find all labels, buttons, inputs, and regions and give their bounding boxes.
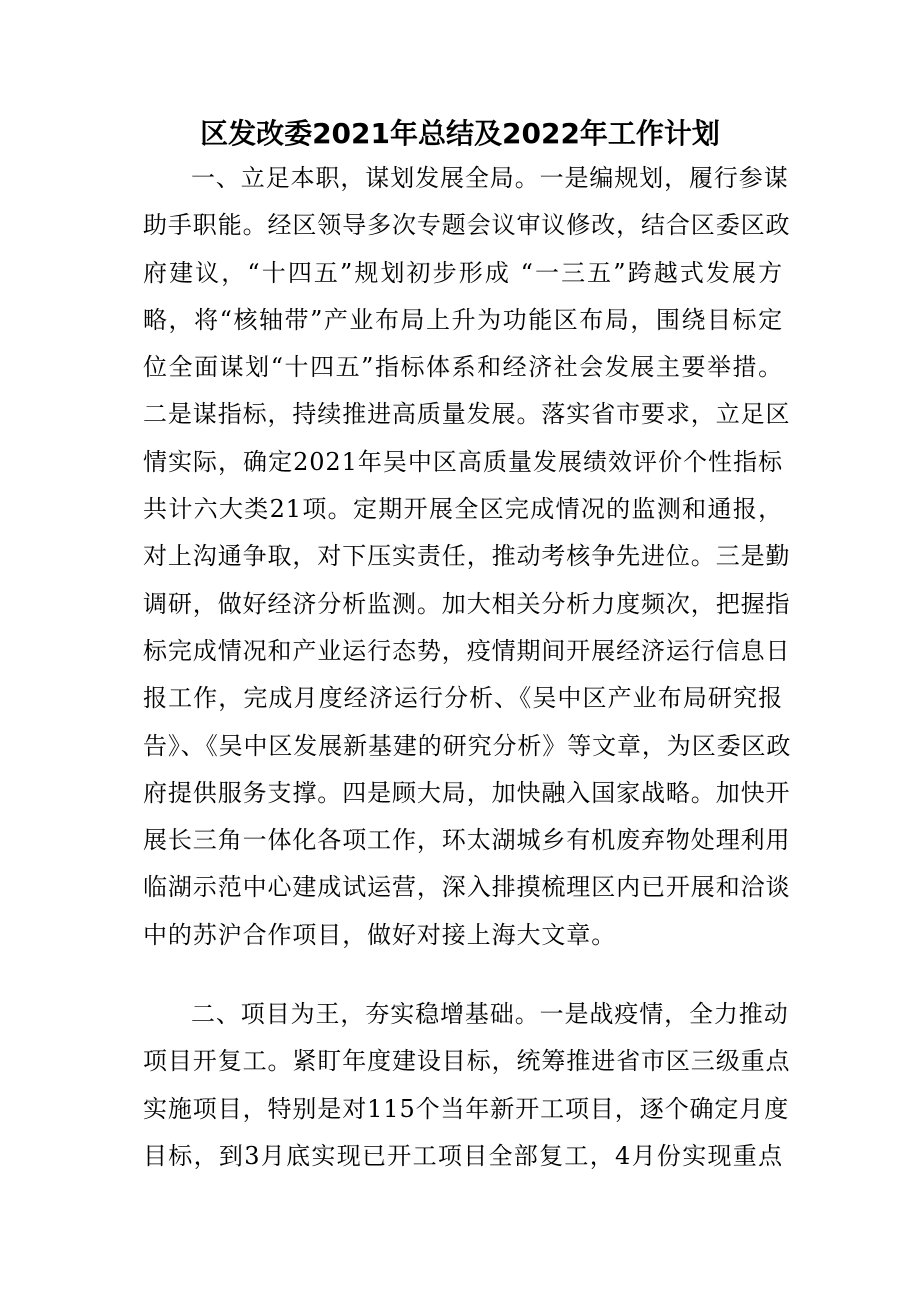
- text-line: 实施项目，特别是对115个当年新开工项目，逐个确定月度: [143, 1094, 790, 1123]
- text-line: 二是谋指标，持续推进高质量发展。落实省市要求，立足区: [143, 400, 791, 429]
- text-line: 助手职能。经区领导多次专题会议审议修改，结合区委区政: [143, 211, 791, 240]
- text-line: 略，将“核轴带”产业布局上升为功能区布局，围绕目标定: [143, 305, 783, 334]
- text-line: 报工作，完成月度经济运行分析、《吴中区产业布局研究报: [143, 684, 783, 713]
- text-line: 共计六大类21项。定期开展全区完成情况的监测和通报，: [143, 495, 783, 524]
- text-line: 调研，做好经济分析监测。加大相关分析力度频次，把握指: [143, 589, 791, 618]
- text-line: 二、项目为王，夯实稳增基础。一是战疫情，全力推动: [191, 1000, 789, 1028]
- text-line: 对上沟通争取，对下压实责任，推动考核争先进位。三是勤: [143, 542, 791, 571]
- text-line: 中的苏沪合作项目，做好对接上海大文章。: [143, 920, 617, 949]
- text-line: 府提供服务支撑。四是顾大局，加快融入国家战略。加快开: [143, 778, 791, 807]
- text-line: 展长三角一体化各项工作，环太湖城乡有机废弃物处理利用: [143, 826, 791, 855]
- text-line: 府建议，“十四五”规划初步形成 “一三五”跨越式发展方: [143, 258, 783, 287]
- text-line: 项目开复工。紧盯年度建设目标，统筹推进省市区三级重点: [143, 1047, 791, 1076]
- text-line: 位全面谋划“十四五”指标体系和经济社会发展主要举措。: [143, 353, 783, 382]
- text-line: 情实际，确定2021年吴中区高质量发展绩效评价个性指标: [143, 447, 783, 476]
- paragraph-1: [143, 155, 792, 959]
- text-line: 告》、《吴中区发展新基建的研究分析》等文章，为区委区政: [143, 731, 792, 760]
- text-line: 标完成情况和产业运行态势，疫情期间开展经济运行信息日: [143, 636, 791, 665]
- text-line: 临湖示范中心建成试运营，深入排摸梳理区内已开展和洽谈: [143, 873, 791, 902]
- text-line: 一、立足本职，谋划发展全局。一是编规划，履行参谋: [191, 164, 789, 192]
- text-line: 目标，到3月底实现已开工项目全部复工，4月份实现重点: [143, 1141, 783, 1170]
- paragraph-2: [143, 991, 791, 1180]
- document-title: 区发改委2021年总结及2022年工作计划: [200, 117, 720, 150]
